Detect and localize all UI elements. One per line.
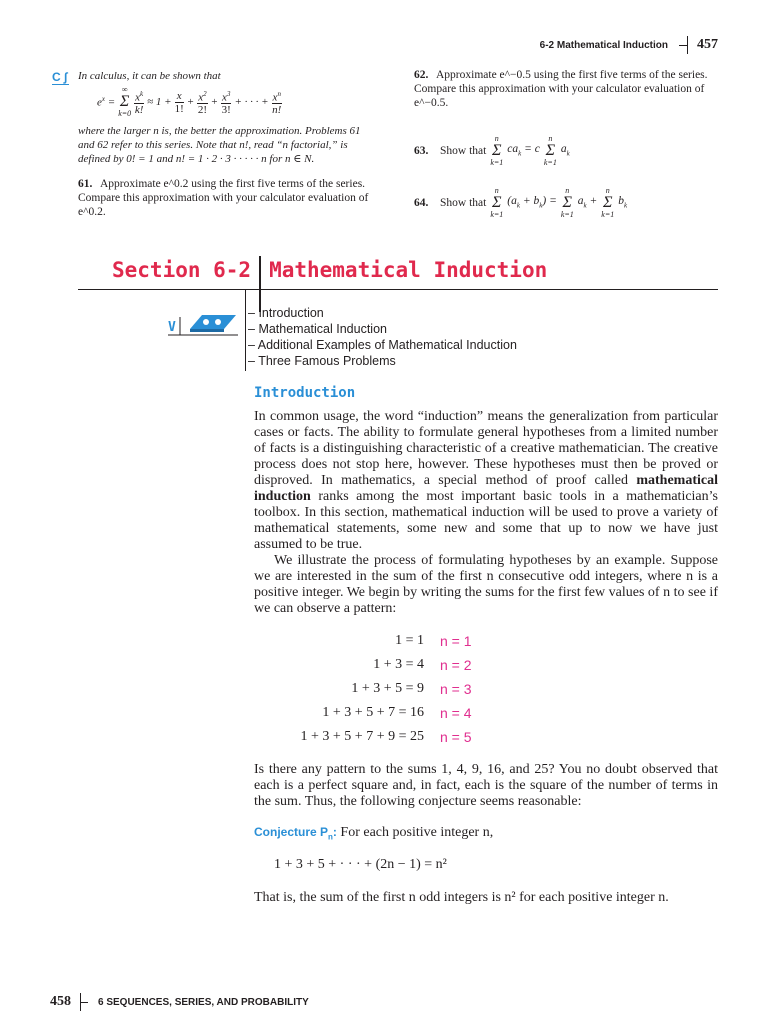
sum-row-2: 1 + 3 = 4	[373, 657, 424, 672]
sum-row-4: 1 + 3 + 5 + 7 = 16	[322, 705, 424, 720]
section-toc	[248, 305, 517, 369]
exercise-62-number: 62.	[414, 69, 429, 81]
exercise-64-text: Show that	[440, 197, 487, 209]
section-divider	[259, 256, 261, 312]
intro-heading: Introduction	[254, 385, 356, 401]
calculus-icon: C ∫	[52, 70, 68, 84]
conjecture-label: Conjecture $P_n$:	[254, 825, 337, 842]
running-head-rule	[687, 36, 688, 54]
calc-note-intro: In calculus, it can be shown that	[78, 70, 221, 82]
intro-paragraph-4: That is, the sum of the first n odd integers is n² for each positive integer n.	[254, 890, 669, 905]
exercise-63: 63. Show that n Σ k=1 $ca_k = c$ n Σ k=1 $a_k$	[414, 134, 570, 167]
intro-paragraph-3: Is there any pattern to the sums 1, 4, 9, 16, and 25? You no doubt observed that each is a perfect square and, in fact, each is the square of the number of terms in the sum. Thus, the following conjecture seems reasonable:	[254, 762, 718, 809]
calc-note-follow: where the larger n is, the better the approximation. Problems 61 and 62 refer to this series. Note that n!, read “n factorial,” is defined by 0! = 1 and n! = 1 · 2 · 3 · · · · · n for n ∈ N.	[78, 125, 361, 165]
exercise-64-number: 64.	[414, 197, 429, 209]
exercise-63-text: Show that	[440, 145, 487, 157]
toc-item-three-famous-problems[interactable]: – Three Famous Problems	[248, 353, 517, 369]
sums-rhs-column	[440, 633, 520, 753]
exercise-62-text: Approximate e^−0.5 using the first five terms of the series. Compare this approximation with your calculator evaluation of e^−0.5.	[414, 69, 708, 109]
toc-rule	[245, 289, 246, 371]
n-label-2: n = 2	[440, 657, 472, 673]
sum-row-5: 1 + 3 + 5 + 7 + 9 = 25	[300, 729, 424, 744]
intro-p1-part-b: ranks among the most important basic tools in a mathematician’s toolbox. In this section, mathematical induction will be used to prove a variety of mathematical statements, some new and some that up to now we have just assumed to be true.	[254, 489, 718, 552]
conjecture	[254, 825, 718, 841]
page-number: 457	[697, 37, 718, 52]
n-label-4: n = 4	[440, 705, 472, 721]
exercise-62	[414, 68, 714, 110]
section-label: Section 6-2	[112, 258, 252, 282]
n-label-1: n = 1	[440, 633, 472, 649]
exercise-61	[78, 177, 378, 219]
footer-chapter: 6 SEQUENCES, SERIES, AND PROBABILITY	[98, 996, 309, 1008]
n-label-3: n = 3	[440, 681, 472, 697]
exercise-61-number: 61.	[78, 178, 93, 190]
page-footer	[50, 993, 309, 1011]
toc-item-mathematical-induction[interactable]: – Mathematical Induction	[248, 321, 517, 337]
intro-paragraph-1	[254, 409, 718, 553]
intro-p1-part-a: In common usage, the word “induction” means the generalization from particular cases or facts. The ability to formulate general hypotheses from a limited number of facts is a distinguishing characteristic of a creative mathematician. The creative process does not stop here, however. These hypotheses must then be proved or disproved. In mathematics, a special method of proof called	[254, 409, 718, 488]
conjecture-equation: 1 + 3 + 5 + · · · + (2n − 1) = n²	[274, 857, 447, 872]
section-rule	[78, 289, 718, 290]
exercise-64: 64. Show that n Σ k=1 $(a_k + b_k)$ = n Σ k=1 $a_k$ + n Σ k=1 $b_k$	[414, 186, 628, 219]
sum-row-1: 1 = 1	[395, 633, 424, 648]
sum-row-3: 1 + 3 + 5 = 9	[351, 681, 424, 696]
svg-text:V: V	[168, 320, 176, 335]
exercise-63-number: 63.	[414, 145, 429, 157]
toc-item-additional-examples[interactable]: – Additional Examples of Mathematical Induction	[248, 337, 517, 353]
running-head-title: 6-2 Mathematical Induction	[539, 39, 668, 51]
section-title: Mathematical Induction	[269, 258, 548, 282]
running-head	[540, 36, 718, 54]
conjecture-text: For each positive integer n,	[340, 825, 494, 840]
video-icon	[168, 313, 240, 342]
n-label-5: n = 5	[440, 729, 472, 745]
exercise-61-text: Approximate e^0.2 using the first five terms of the series. Compare this approximation with your calculator evaluation of e^0.2.	[78, 178, 369, 218]
series-formula: $e^x$ = ∞ Σ k=0 $\frac{x^k}{k!}$ ≈ 1 + $\frac{x}{1!}$ + $\frac{x^2}{2!}$ + $\frac{x^3}{3!}$ + · · · + $\frac{x^n}{n!}$	[97, 85, 282, 118]
sums-lhs-column	[254, 633, 424, 753]
footer-page-number: 458	[50, 994, 71, 1009]
toc-item-introduction[interactable]: – Introduction	[248, 305, 517, 321]
footer-rule	[80, 993, 81, 1011]
intro-paragraph-2: We illustrate the process of formulating hypotheses by an example. Suppose we are interested in the sum of the first n consecutive odd integers, where n is a positive integer. We begin by writing the sums for the first few values of n to see if we can observe a pattern:	[254, 553, 718, 616]
intro-p1-bold: mathematical induction	[254, 473, 718, 504]
